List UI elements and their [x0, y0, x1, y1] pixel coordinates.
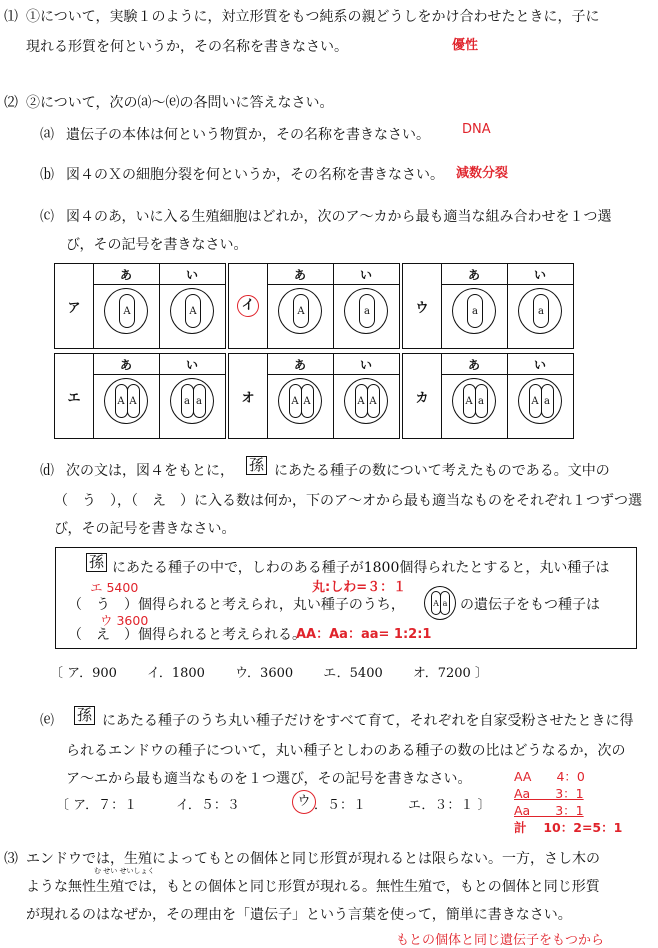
column-header-i: い	[185, 267, 198, 282]
q1-text-line1: ①について，実験１のように，対立形質をもつ純系の親どうしをかけ合わせたときに，子に	[26, 9, 600, 25]
column-header-i: い	[185, 357, 198, 372]
column-header-a: あ	[467, 357, 480, 372]
q2e-text-line2: られるエンドウの種子について，丸い種子としわのある種子の数の比はどうなるか，次の	[66, 743, 626, 759]
q2b-text: 図４のＸの細胞分裂を何というか，その名称を書きなさい。	[66, 167, 444, 183]
germ-cell-icon	[518, 378, 562, 424]
q2d-grandchild-box: 孫	[246, 456, 267, 475]
option-box	[228, 263, 400, 349]
q2e-calc-line: AA 4：0	[514, 769, 585, 784]
q2e-calc-line: 計 10：2=5：1	[514, 820, 623, 835]
option-box	[402, 263, 574, 349]
q2e-choice-u-circled: ウ	[292, 790, 316, 814]
column-header-a: あ	[119, 357, 132, 372]
q2d-box-line2b: の遺伝子をもつ種子は	[460, 597, 600, 613]
q2c-text-line1: 図４のあ，いに入る生殖細胞はどれか，次のア～カから最も適当な組み合わせを１つ選	[66, 209, 612, 225]
q2a-text: 遺伝子の本体は何という物質か，その名称を書きなさい。	[66, 127, 430, 143]
option-label: オ	[229, 354, 268, 438]
q2d-box-line1: にあたる種子の中で，しわのある種子が1800個得られたとすると，丸い種子は	[112, 560, 610, 576]
germ-cell-icon	[170, 288, 214, 334]
q2b-number: ⒝	[40, 167, 54, 183]
germ-cell-icon	[452, 288, 496, 334]
chromosome-allele: A	[301, 384, 314, 418]
q2d-text-line1a: 次の文は，図４をもとに，	[66, 463, 234, 479]
q2d-text-line3: び，その記号を書きなさい。	[54, 521, 236, 537]
chromosome-allele: a	[533, 294, 549, 328]
option-label: ア	[55, 264, 94, 348]
option-box	[54, 263, 226, 349]
q2d-note-ratio: 丸:しわ=３：１	[312, 580, 407, 595]
q2e-choice-e: エ．３：１ 〕	[408, 798, 491, 813]
germ-cell-icon	[104, 288, 148, 334]
q2e-calc-line: Aa 3：1	[514, 786, 584, 801]
q2-intro: ②について，次の⒜～⒠の各問いに答えなさい。	[26, 95, 334, 111]
q2d-text-line2: （ う ），（ え ）に入る数は何か，下のア～オから最も適当なものをそれぞれ１つずつ選	[54, 493, 642, 509]
option-label: エ	[55, 354, 94, 438]
q3-number: ⑶	[4, 851, 18, 867]
chromosome-allele: A	[529, 384, 542, 418]
q2d-note-ratio2: AA：Aa：aa= 1:2:1	[296, 627, 432, 642]
q3-answer: もとの個体と同じ遺伝子をもつから	[396, 933, 605, 948]
q3-ruby: む せい せいしょく	[94, 867, 155, 875]
q2e-calc-line: Aa 3：1	[514, 803, 584, 818]
chromosome-allele: A	[185, 294, 201, 328]
q2a-number: ⒜	[40, 127, 54, 143]
q2e-choice-u: ．５：１	[314, 798, 367, 813]
q3-text-line2: ような無性生殖では，もとの個体と同じ形質が現れる。無性生殖で，もとの個体と同じ形質	[26, 879, 600, 895]
chromosome-allele: A	[355, 384, 368, 418]
column-header-i: い	[533, 267, 546, 282]
chromosome-allele: A	[289, 384, 302, 418]
q2a-answer: DNA	[462, 122, 491, 137]
column-header-a: あ	[293, 357, 306, 372]
option-label: カ	[403, 354, 442, 438]
option-box	[228, 353, 400, 439]
chromosome-allele: a	[475, 384, 488, 418]
germ-cell-icon	[344, 288, 388, 334]
q2d-note-u: ウ 3600	[100, 613, 149, 628]
q2d-choices: 〔 ア．900 イ．1800 ウ．3600 エ．5400 オ．7200 〕	[50, 666, 488, 681]
q2-number: ⑵	[4, 95, 18, 111]
aa-cell-icon: A a	[424, 586, 456, 620]
q2e-choice-i: イ．５：３	[176, 798, 240, 813]
chromosome-allele: a	[193, 384, 206, 418]
chromosome-allele: A	[463, 384, 476, 418]
chromosome-allele: a	[359, 294, 375, 328]
chromosome-allele: A	[119, 294, 135, 328]
germ-cell-icon	[452, 378, 496, 424]
q2d-box-line2a: （ う ）個得られると考えられ，丸い種子のうち，	[68, 597, 405, 613]
q1-text-line2: 現れる形質を何というか，その名称を書きなさい。	[26, 39, 348, 55]
chromosome-allele: a	[541, 384, 554, 418]
chromosome-allele: a	[467, 294, 483, 328]
chromosome-allele: A	[115, 384, 128, 418]
q2e-number: ⒠	[40, 713, 54, 729]
chromosome-allele: a	[181, 384, 194, 418]
column-header-a: あ	[467, 267, 480, 282]
q2e-text-line3: ア～エから最も適当なものを１つ選び，その記号を書きなさい。	[66, 771, 472, 787]
germ-cell-icon	[278, 378, 322, 424]
option-label: イ	[229, 264, 268, 348]
q2d-text-line1b: にあたる種子の数について考えたものである。文中の	[274, 463, 610, 479]
germ-cell-icon	[518, 288, 562, 334]
column-header-i: い	[533, 357, 546, 372]
q2e-choice-a: 〔 ア．７：１	[56, 798, 138, 813]
q2d-number: ⒟	[40, 463, 54, 479]
q2c-number: ⒞	[40, 209, 54, 225]
option-box	[54, 353, 226, 439]
germ-cell-icon	[104, 378, 148, 424]
chromosome-allele: A	[127, 384, 140, 418]
column-header-i: い	[359, 267, 372, 282]
q2d-note-e: エ 5400	[90, 580, 139, 595]
q2e-text-line1: にあたる種子のうち丸い種子だけをすべて育て，それぞれを自家受粉させたときに得	[102, 713, 634, 729]
q3-text-line1: エンドウでは，生殖によってもとの個体と同じ形質が現れるとは限らない。一方，さし木の	[26, 851, 600, 867]
q2b-answer: 減数分裂	[456, 166, 509, 181]
germ-cell-icon	[170, 378, 214, 424]
chromosome-allele: A	[367, 384, 380, 418]
q2c-text-line2: び，その記号を書きなさい。	[66, 237, 248, 253]
column-header-a: あ	[293, 267, 306, 282]
q2e-calc	[514, 768, 622, 836]
q1-number: ⑴	[4, 9, 18, 25]
q1-answer: 優性	[452, 38, 479, 53]
option-box	[402, 353, 574, 439]
q3-text-line3: が現れるのはなぜか，その理由を「遺伝子」という言葉を使って，簡単に書きなさい。	[26, 907, 572, 923]
q2d-box-grandchild: 孫	[86, 553, 107, 572]
germ-cell-icon	[278, 288, 322, 334]
option-label: ウ	[403, 264, 442, 348]
column-header-a: あ	[119, 267, 132, 282]
q2d-box-line3: （ え ）個得られると考えられる。	[68, 627, 306, 643]
germ-cell-icon	[344, 378, 388, 424]
column-header-i: い	[359, 357, 372, 372]
q2e-grandchild-box: 孫	[74, 706, 95, 725]
chromosome-allele: A	[293, 294, 309, 328]
